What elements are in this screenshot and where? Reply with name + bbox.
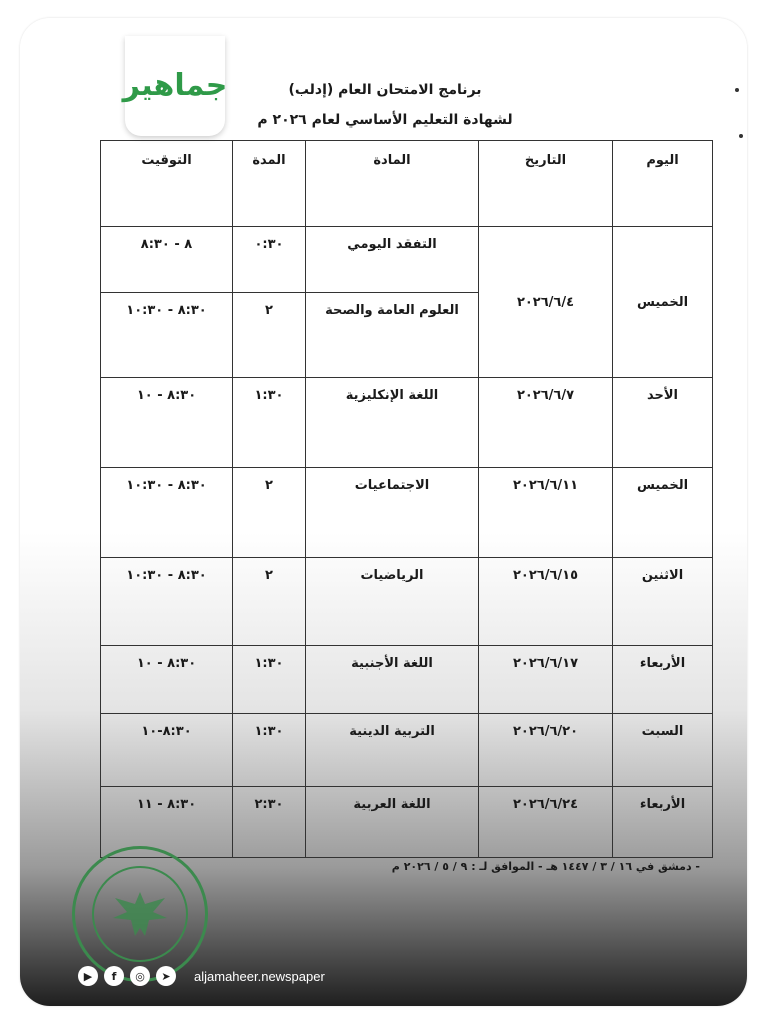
table-header-row: [101, 141, 713, 227]
cell-time: ٨:٣٠-١٠: [101, 714, 233, 787]
schedule-subtitle: لشهادة التعليم الأساسي لعام ٢٠٢٦ م: [257, 112, 513, 128]
cell-time: ٨ - ٨:٣٠: [101, 227, 233, 293]
margin-mark: [739, 134, 743, 138]
cell-time: ٨:٣٠ - ١٠:٣٠: [101, 468, 233, 558]
document-date-line: - دمشق في ١٦ / ٣ / ١٤٤٧ هـ - الموافق لـ : ٩ / ٥ / ٢٠٢٦ م: [391, 860, 700, 873]
cell-subject: العلوم العامة والصحة: [306, 293, 479, 378]
instagram-icon[interactable]: ◎: [130, 966, 150, 986]
cell-date: ٢٠٢٦/٦/٢٠: [479, 714, 613, 787]
cell-time: ٨:٣٠ - ١٠: [101, 646, 233, 714]
cell-day: الخميس: [613, 227, 713, 378]
cell-subject: اللغة الأجنبية: [306, 646, 479, 714]
cell-duration: ١:٣٠: [233, 714, 306, 787]
cell-duration: ١:٣٠: [233, 378, 306, 468]
header-duration: المدة: [233, 141, 306, 227]
cell-date: ٢٠٢٦/٦/٢٤: [479, 787, 613, 858]
cell-time: ٨:٣٠ - ١٠:٣٠: [101, 293, 233, 378]
cell-date: ٢٠٢٦/٦/١٥: [479, 558, 613, 646]
logo-text: جماهير: [122, 68, 228, 103]
schedule-title: برنامج الامتحان العام (إدلب): [288, 82, 482, 98]
newspaper-logo: [122, 36, 228, 136]
cell-subject: اللغة الإنكليزية: [306, 378, 479, 468]
ministry-seal: [72, 846, 208, 982]
cell-duration: ٠:٣٠: [233, 227, 306, 293]
cell-time: ٨:٣٠ - ١٠: [101, 378, 233, 468]
table-row: [101, 378, 713, 468]
table-row: [101, 714, 713, 787]
cell-subject: التفقد اليومي: [306, 227, 479, 293]
cell-day: الأحد: [613, 378, 713, 468]
table-row: [101, 468, 713, 558]
cell-time: ٨:٣٠ - ١٠:٣٠: [101, 558, 233, 646]
table-row: [101, 227, 713, 293]
table-row: [101, 646, 713, 714]
social-handle[interactable]: aljamaheer.newspaper: [194, 968, 325, 984]
seal-eagle-icon: [92, 866, 188, 962]
table-row: [101, 558, 713, 646]
cell-subject: التربية الدينية: [306, 714, 479, 787]
cell-duration: ١:٣٠: [233, 646, 306, 714]
header-day: اليوم: [613, 141, 713, 227]
cell-subject: الاجتماعيات: [306, 468, 479, 558]
cell-duration: ٢: [233, 558, 306, 646]
cell-date: ٢٠٢٦/٦/١٧: [479, 646, 613, 714]
post-card: [20, 18, 747, 1006]
cell-date: ٢٠٢٦/٦/٤: [479, 227, 613, 378]
cell-subject: الرياضيات: [306, 558, 479, 646]
cell-subject: اللغة العربية: [306, 787, 479, 858]
cell-day: الاثنين: [613, 558, 713, 646]
social-bar: [78, 966, 325, 986]
cell-duration: ٢:٣٠: [233, 787, 306, 858]
cell-day: الخميس: [613, 468, 713, 558]
cell-day: السبت: [613, 714, 713, 787]
margin-mark: [735, 88, 739, 92]
cell-date: ٢٠٢٦/٦/٧: [479, 378, 613, 468]
header-subject: المادة: [306, 141, 479, 227]
table-row: [101, 787, 713, 858]
cell-duration: ٢: [233, 468, 306, 558]
cell-duration: ٢: [233, 293, 306, 378]
exam-schedule-table: [100, 140, 713, 858]
telegram-icon[interactable]: ➤: [156, 966, 176, 986]
cell-day: الأربعاء: [613, 646, 713, 714]
cell-time: ٨:٣٠ - ١١: [101, 787, 233, 858]
youtube-icon[interactable]: ▶: [78, 966, 98, 986]
cell-date: ٢٠٢٦/٦/١١: [479, 468, 613, 558]
header-time: التوقيت: [101, 141, 233, 227]
cell-day: الأربعاء: [613, 787, 713, 858]
facebook-icon[interactable]: f: [104, 966, 124, 986]
header-date: التاريخ: [479, 141, 613, 227]
